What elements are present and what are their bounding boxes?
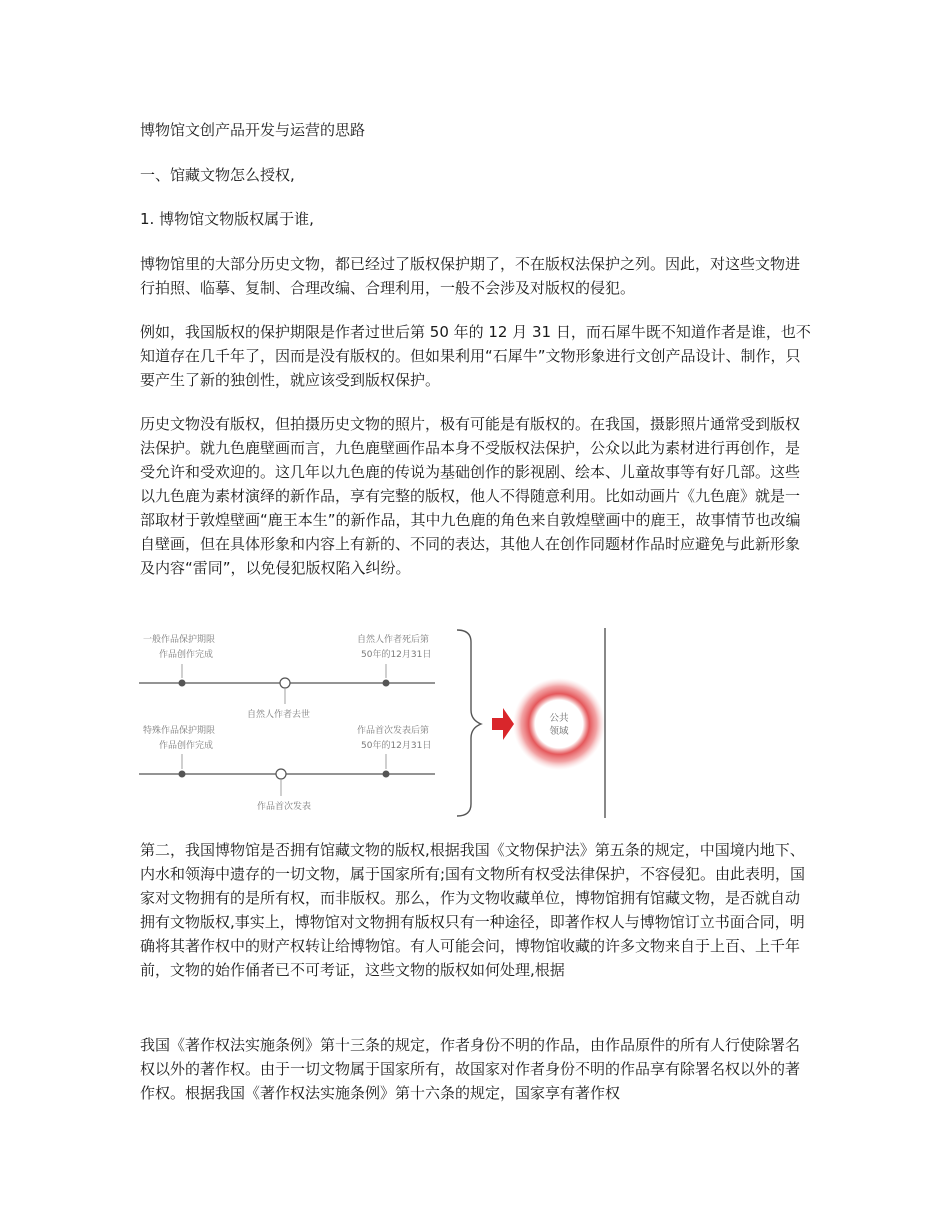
- subsection-heading: 1. 博物馆文物版权属于谁,: [140, 210, 314, 228]
- first-publish-label: 作品首次发表: [257, 802, 312, 812]
- public-domain-center: [536, 701, 582, 747]
- special-end-label-1: 作品首次发表后第: [357, 726, 430, 736]
- general-label: 一般作品保护期限: [143, 635, 216, 645]
- general-end-dot: [383, 680, 390, 687]
- paragraph-1: 博物馆里的大部分历史文物，都已经过了版权保护期了，不在版权法保护之列。因此，对这些文物进行拍照、临摹、复制、合理改编、合理利用，一般不会涉及对版权的侵犯。: [140, 255, 801, 297]
- bracket: [457, 630, 481, 816]
- document-title: 博物馆文创产品开发与运营的思路: [140, 121, 366, 139]
- author-death-label: 自然人作者去世: [247, 710, 311, 720]
- general-end-label-1: 自然人作者死后第: [357, 635, 430, 645]
- general-end-label-2: 50年的12月31日: [361, 650, 432, 660]
- paragraph-3: 历史文物没有版权，但拍摄历史文物的照片，极有可能是有版权的。在我国，摄影照片通常受到版权法保护。就九色鹿壁画而言，九色鹿壁画作品本身不受版权法保护，公众以此为素材进行再创作，是受允许和受欢迎的。这几年以九色鹿的传说为基础创作的影视剧、绘本、儿童故事等有好几部。这些以九色鹿为素材演绎的新作品，享有完整的版权，他人不得随意利用。比如动画片《九色鹿》就是一部取材于敦煌壁画“鹿王本生”的新作品，其中九色鹿的角色来自敦煌壁画中的鹿王，故事情节也改编自壁画，但在具体形象和内容上有新的、不同的表达，其他人在创作同题材作品时应避免与此新形象及内容“雷同”，以免侵犯版权陷入纠纷。: [140, 415, 801, 577]
- first-publish-node: [276, 769, 286, 779]
- special-start-label: 作品创作完成: [159, 741, 214, 751]
- special-label: 特殊作品保护期限: [143, 726, 216, 736]
- general-start-dot: [179, 680, 186, 687]
- arrow-icon: [492, 708, 514, 740]
- copyright-term-diagram: [139, 628, 607, 818]
- general-start-label: 作品创作完成: [159, 650, 214, 660]
- paragraph-5: 我国《著作权法实施条例》第十三条的规定，作者身份不明的作品，由作品原件的所有人行使除署名权以外的著作权。由于一切文物属于国家所有，故国家对作者身份不明的作品享有除署名权以外的著作权。根据我国《著作权法实施条例》第十六条的规定，国家享有著作权: [140, 1036, 801, 1102]
- special-end-label-2: 50年的12月31日: [361, 741, 432, 751]
- paragraph-4: 第二，我国博物馆是否拥有馆藏文物的版权,根据我国《文物保护法》第五条的规定，中国境内地下、内水和领海中遗存的一切文物，属于国家所有;国有文物所有权受法律保护，不容侵犯。由此表明，国家对文物拥有的是所有权，而非版权。那么，作为文物收藏单位，博物馆拥有馆藏文物，是否就自动拥有文物版权,事实上，博物馆对文物拥有版权只有一种途径，即著作权人与博物馆订立书面合同，明确将其著作权中的财产权转让给博物馆。有人可能会问，博物馆收藏的许多文物来自于上百、上千年前，文物的始作俑者已不可考证，这些文物的版权如何处理,根据: [140, 841, 806, 979]
- public-domain-label-1: 公共: [549, 713, 569, 724]
- section-heading: 一、馆藏文物怎么授权,: [140, 166, 295, 184]
- diagram-svg: [139, 628, 607, 818]
- special-end-dot: [383, 771, 390, 778]
- author-death-node: [280, 678, 290, 688]
- public-domain-label-2: 领域: [549, 726, 569, 737]
- special-start-dot: [179, 771, 186, 778]
- paragraph-2: 例如，我国版权的保护期限是作者过世后第 50 年的 12 月 31 日，而石犀牛既不知道作者是谁，也不知道存在几千年了，因而是没有版权的。但如果利用“石犀牛”文物形象进行文创产品设计、制作，只要产生了新的独创性，就应该受到版权保护。: [140, 323, 811, 389]
